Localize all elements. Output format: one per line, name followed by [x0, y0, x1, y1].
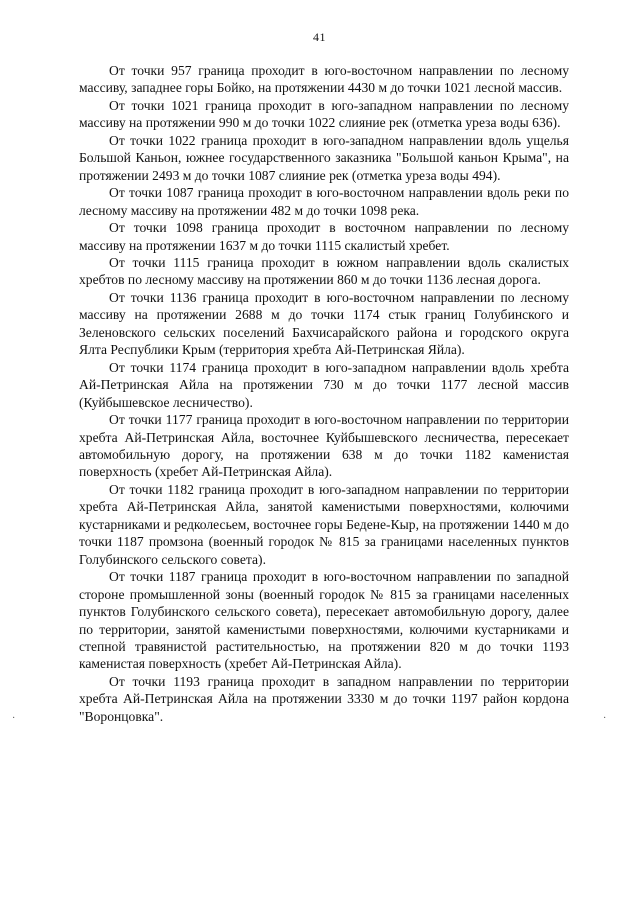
paragraph: От точки 1136 граница проходит в юго-восточном направлении по лесному массиву на протяжении 2688 м до точки 1174 стык границ Голубинского и Зеленовского сельских поселений Бахчисарайского района и городского округа Ялта Республики Крым (территория хребта Ай-Петринская Яйла).: [79, 289, 569, 358]
paragraph: От точки 1177 граница проходит в юго-восточном направлении по территории хребта Ай-Петринская Айла, восточнее Куйбышевского лесничества, пересекает автомобильную дорогу, на протяжении 638 м до точки 1182 каменистая поверхность (хребет Ай-Петринская Айла).: [79, 412, 569, 480]
paragraph: От точки 1098 граница проходит в восточном направлении по лесному массиву на протяжении 1637 м до точки 1115 скалистый хребет.: [79, 220, 569, 253]
page-number: 41: [313, 30, 326, 44]
scan-speck: ·: [603, 713, 607, 724]
document-body: [79, 62, 569, 725]
paragraph: От точки 1022 граница проходит в юго-западном направлении вдоль ущелья Большой Каньон, южнее государственного заказника "Большой каньон Крыма", на протяжении 2493 м до точки 1087 слияние рек (отметка уреза воды 494).: [79, 132, 569, 183]
paragraph: От точки 1174 граница проходит в юго-западном направлении вдоль хребта Ай-Петринская Айла на протяжении 730 м до точки 1177 лесной массив (Куйбышевское лесничество).: [79, 359, 569, 410]
paragraph: От точки 1187 граница проходит в юго-восточном направлении по западной стороне промышленной зоны (военный городок № 815 за границами населенных пунктов Голубинского сельского совета), пересекает автомобильную дорогу, далее по территории, занятой каменистыми поверхностями, колючими кустарниками и степной травянистой растительностью, на протяжении 820 м до точки 1193 каменистая поверхность (хребет Ай-Петринская Айла).: [79, 569, 569, 672]
paragraph: От точки 1193 граница проходит в западном направлении по территории хребта Ай-Петринская Айла на протяжении 3330 м до точки 1197 район кордона "Воронцовка".: [79, 673, 569, 724]
paragraph: От точки 1182 граница проходит в юго-западном направлении по территории хребта Ай-Петринская Айла, занятой каменистыми поверхностями, колючими кустарниками и редколесьем, восточнее горы Бедене-Кыр, на протяжении 1440 м до точки 1187 промзона (военный городок № 815 за границами населенных пунктов Голубинского сельского совета).: [79, 481, 569, 567]
paragraph: От точки 1115 граница проходит в южном направлении вдоль скалистых хребтов по лесному массиву на протяжении 860 м до точки 1136 лесная дорога.: [79, 254, 569, 288]
paragraph: От точки 957 граница проходит в юго-восточном направлении по лесному массиву, западнее горы Бойко, на протяжении 4430 м до точки 1021 лесной массив.: [79, 63, 569, 96]
scan-speck: ·: [12, 713, 16, 724]
paragraph: От точки 1021 граница проходит в юго-западном направлении по лесному массиву на протяжении 990 м до точки 1022 слияние рек (отметка уреза воды 636).: [79, 97, 569, 131]
paragraph: От точки 1087 граница проходит в юго-восточном направлении вдоль реки по лесному массиву на протяжении 482 м до точки 1098 река.: [79, 185, 569, 218]
